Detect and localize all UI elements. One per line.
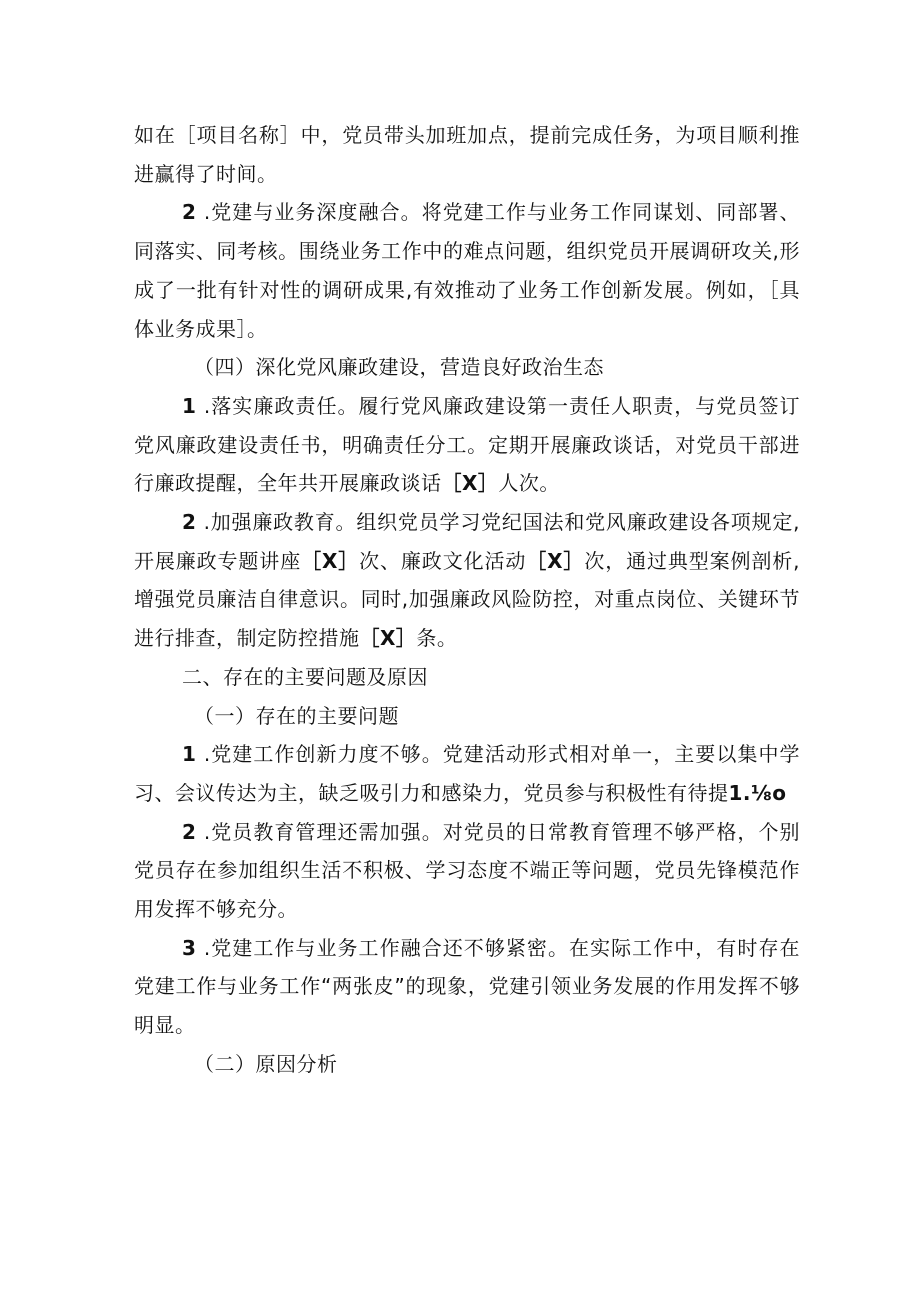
paragraph-p1 (134, 116, 800, 193)
bold-text-segment: 3 (182, 935, 197, 960)
text-segment: .党建工作创新力度不够。党建活动形式相对单一，主要以集中学习、会议传达为主，缺乏吸引力和感染力，党员参与积极性有待提 (134, 742, 800, 805)
bold-text-segment: 2 (182, 510, 197, 535)
text-segment: 二、存在的主要问题及原因 (182, 664, 428, 689)
paragraph-p11 (134, 1045, 800, 1084)
paragraph-p5 (134, 503, 800, 658)
bold-text-segment: 1.⅛o (728, 780, 787, 805)
text-segment: 如在［项目名称］中，党员带头加班加点，提前完成任务，为项目顺利推进赢得了时间。 (134, 123, 800, 186)
bold-text-segment: 2 (182, 200, 197, 225)
text-segment: .落实廉政责任。履行党风廉政建设第一责任人职责，与党员签订党风廉政建设责任书，明确责任分工。定期开展廉政谈话，对党员干部进行廉政提醒，全年共开展廉政谈话 (134, 393, 800, 496)
bold-text-segment: 1 (182, 393, 197, 418)
document-body (134, 116, 800, 1084)
text-segment: .党建与业务深度融合。将党建工作与业务工作同谋划、同部署、同落实、同考核。围绕业务工作中的难点问题，组织党员开展调研攻关,形成了一批有针对性的调研成果,有效推动了业务工作创新发展。例如，［具体业务成果］。 (134, 200, 800, 341)
text-segment: 次，通过典型案例剖析,增强党员廉洁自律意识。同时,加强廉政风险防控，对重点岗位、关键环节进行排查，制定防控措施 (134, 548, 801, 651)
text-segment: .加强廉政教育。组织党员学习党纪国法和党风廉政建设各项规定,开展廉政专题讲座 (134, 510, 800, 573)
text-segment: 人次。 (498, 471, 560, 496)
paragraph-p9 (134, 813, 800, 929)
bold-text-segment: 1 (182, 742, 197, 767)
text-segment: 次、廉政文化活动 (359, 548, 527, 573)
text-segment: .党建工作与业务工作融合还不够紧密。在实际工作中，有时存在党建工作与业务工作“两张皮”的现象，党建引领业务发展的作用发挥不够明显。 (134, 935, 800, 1038)
paragraph-p2 (134, 193, 800, 348)
text-segment: （一）存在的主要问题 (194, 703, 399, 728)
paragraph-p7 (134, 697, 800, 736)
bold-text-segment: ［X］ (359, 626, 417, 651)
bold-text-segment: ［X］ (301, 548, 360, 573)
bold-text-segment: 2 (182, 819, 197, 844)
bold-text-segment: ［X］ (441, 471, 499, 496)
paragraph-p3 (134, 348, 800, 387)
text-segment: 条。 (416, 626, 458, 651)
text-segment: （四）深化党风廉政建设，营造良好政治生态 (194, 355, 604, 380)
text-segment: （二）原因分析 (194, 1051, 338, 1076)
paragraph-p8 (134, 735, 800, 812)
bold-text-segment: ［X］ (526, 548, 585, 573)
paragraph-p10 (134, 929, 800, 1045)
text-segment: .党员教育管理还需加强。对党员的日常教育管理不够严格，个别党员存在参加组织生活不积极、学习态度不端正等问题，党员先锋模范作用发挥不够充分。 (134, 819, 800, 922)
paragraph-p4 (134, 387, 800, 503)
paragraph-p6 (134, 658, 800, 697)
